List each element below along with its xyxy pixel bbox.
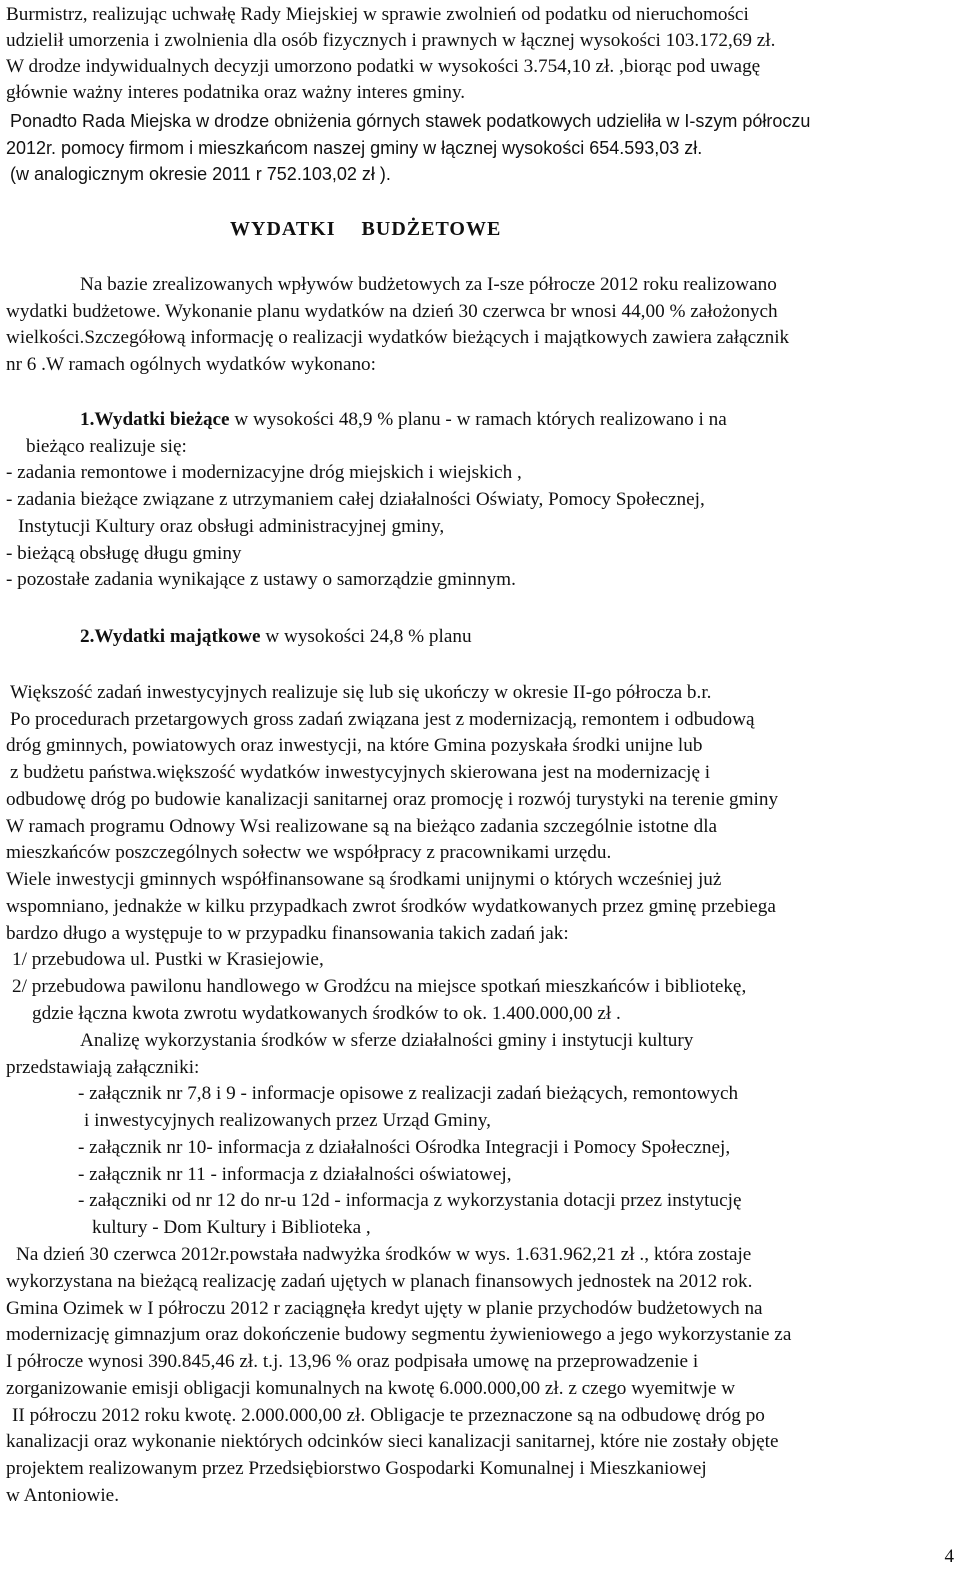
list-item: 2/ przebudowa pawilonu handlowego w Grodźcu na miejsce spotkań mieszkańców i bibliotekę, [12,976,747,997]
text-line: dróg gminnych, powiatowych oraz inwestycji, na które Gmina pozyskała środki unijne lub [6,735,703,756]
text-line: Analizę wykorzystania środków w sferze działalności gminy i instytucji kultury [80,1030,694,1051]
text-line: odbudowę dróg po budowie kanalizacji sanitarnej oraz promocję i rozwój turystyki na terenie gminy [6,789,779,810]
text-line: Na dzień 30 czerwca 2012r.powstała nadwyżka środków w wys. 1.631.962,21 zł ., która zostaje [16,1244,752,1265]
text-line: zorganizowanie emisji obligacji komunalnych na kwotę 6.000.000,00 zł. z czego wyemitwje w [6,1378,736,1399]
list-item: - załączniki od nr 12 do nr-u 12d - informacja z wykorzystania dotacji przez instytucję [78,1190,742,1211]
text-line: II półroczu 2012 roku kwotę. 2.000.000,00 zł. Obligacje te przeznaczone są na odbudowę dróg po [12,1405,765,1426]
text-line: kanalizacji oraz wykonanie niektórych odcinków sieci kanalizacji sanitarnej, które nie zostały objęte [6,1431,779,1452]
text-line: Ponadto Rada Miejska w drodze obniżenia górnych stawek podatkowych udzieliła w I-szym półroczu [10,111,811,131]
text-line: I półrocze wynosi 390.845,46 zł. t.j. 13,96 % oraz podpisała umowę na przeprowadzenie i [6,1351,699,1372]
section-heading [230,216,501,242]
item-title: 1.Wydatki bieżące [80,409,230,430]
page-number: 4 [944,1546,954,1567]
text-line: wykorzystana na bieżącą realizację zadań ujętych w planach finansowych jednostek na 2012 rok. [6,1271,753,1292]
text-line: i inwestycyjnych realizowanych przez Urząd Gminy, [84,1110,491,1131]
text-line: przedstawiają załączniki: [6,1057,200,1078]
list-item: - załącznik nr 11 - informacja z działalności oświatowej, [78,1164,512,1185]
item-text: w wysokości 24,8 % planu [260,626,472,647]
text-line: projektem realizowanym przez Przedsiębiorstwo Gospodarki Komunalnej i Mieszkaniowej [6,1458,707,1479]
item-title: 2.Wydatki majątkowe [80,626,261,647]
list-item: - załącznik nr 7,8 i 9 - informacje opisowe z realizacji zadań bieżących, remontowych [78,1083,739,1104]
list-item-heading [80,624,472,650]
list-item: - pozostałe zadania wynikające z ustawy o samorządzie gminnym. [6,569,516,590]
text-line: Gmina Ozimek w I półroczu 2012 r zaciągnęła kredyt ujęty w planie przychodów budżetowych na [6,1298,763,1319]
heading-word: WYDATKI [230,218,336,240]
text-line: głównie ważny interes podatnika oraz ważny interes gminy. [6,82,466,103]
text-line: Wiele inwestycji gminnych współfinansowane są środkami unijnymi o których wcześniej już [6,869,722,890]
text-line: (w analogicznym okresie 2011 r 752.103,02 zł ). [10,164,391,184]
text-line: z budżetu państwa.większość wydatków inwestycyjnych skierowana jest na modernizację i [10,762,711,783]
text-line: wspomniano, jednakże w kilku przypadkach zwrot środków wydatkowanych przez gminę przebiega [6,896,776,917]
list-item-heading [80,407,727,433]
text-line: Na bazie zrealizowanych wpływów budżetowych za I-sze półrocze 2012 roku realizowano [80,274,777,295]
text-line: w Antoniowie. [6,1485,119,1506]
text-line: mieszkańców poszczególnych sołectw we współpracy z pracownikami urzędu. [6,842,612,863]
list-item: - bieżącą obsługę długu gminy [6,543,242,564]
text-line: wielkości.Szczegółową informację o realizacji wydatków bieżących i majątkowych zawiera załącznik [6,327,790,348]
list-item: - zadania bieżące związane z utrzymaniem całej działalności Oświaty, Pomocy Społecznej, [6,489,705,510]
text-line: wydatki budżetowe. Wykonanie planu wydatków na dzień 30 czerwca br wnosi 44,00 % założonych [6,301,778,322]
text-line: Większość zadań inwestycyjnych realizuje się lub się ukończy w okresie II-go półrocza b.r. [10,682,712,703]
list-item: - załącznik nr 10- informacja z działalności Ośrodka Integracji i Pomocy Społecznej, [78,1137,731,1158]
text-line: Po procedurach przetargowych gross zadań związana jest z modernizacją, remontem i odbudową [10,709,755,730]
text-line: Burmistrz, realizując uchwałę Rady Miejskiej w sprawie zwolnień od podatku od nieruchomości [6,4,749,25]
text-line: bardzo długo a występuje to w przypadku finansowania takich zadań jak: [6,923,569,944]
text-line: udzielił umorzenia i zwolnienia dla osób fizycznych i prawnych w łącznej wysokości 103.172,69 zł. [6,30,776,51]
text-line: bieżąco realizuje się: [26,436,187,457]
text-line: modernizację gimnazjum oraz dokończenie budowy segmentu żywieniowego a jego wykorzystanie za [6,1324,792,1345]
list-item: - zadania remontowe i modernizacyjne dróg miejskich i wiejskich , [6,462,522,483]
text-line: gdzie łączna kwota zwrotu wydatkowanych środków to ok. 1.400.000,00 zł . [32,1003,621,1024]
list-item: Instytucji Kultury oraz obsługi administracyjnej gminy, [18,516,445,537]
text-line: kultury - Dom Kultury i Biblioteka , [92,1217,371,1238]
list-item: 1/ przebudowa ul. Pustki w Krasiejowie, [12,949,324,970]
text-line: W ramach programu Odnowy Wsi realizowane są na bieżąco zadania szczególnie istotne dla [6,816,718,837]
text-line: W drodze indywidualnych decyzji umorzono podatki w wysokości 3.754,10 zł. ,biorąc pod uwagę [6,56,761,77]
heading-word: BUDŻETOWE [361,218,502,240]
text-line: 2012r. pomocy firmom i mieszkańcom naszej gminy w łącznej wysokości 654.593,03 zł. [6,138,703,158]
text-line: nr 6 .W ramach ogólnych wydatków wykonano: [6,354,376,375]
item-text: w wysokości 48,9 % planu - w ramach których realizowano i na [229,409,727,430]
